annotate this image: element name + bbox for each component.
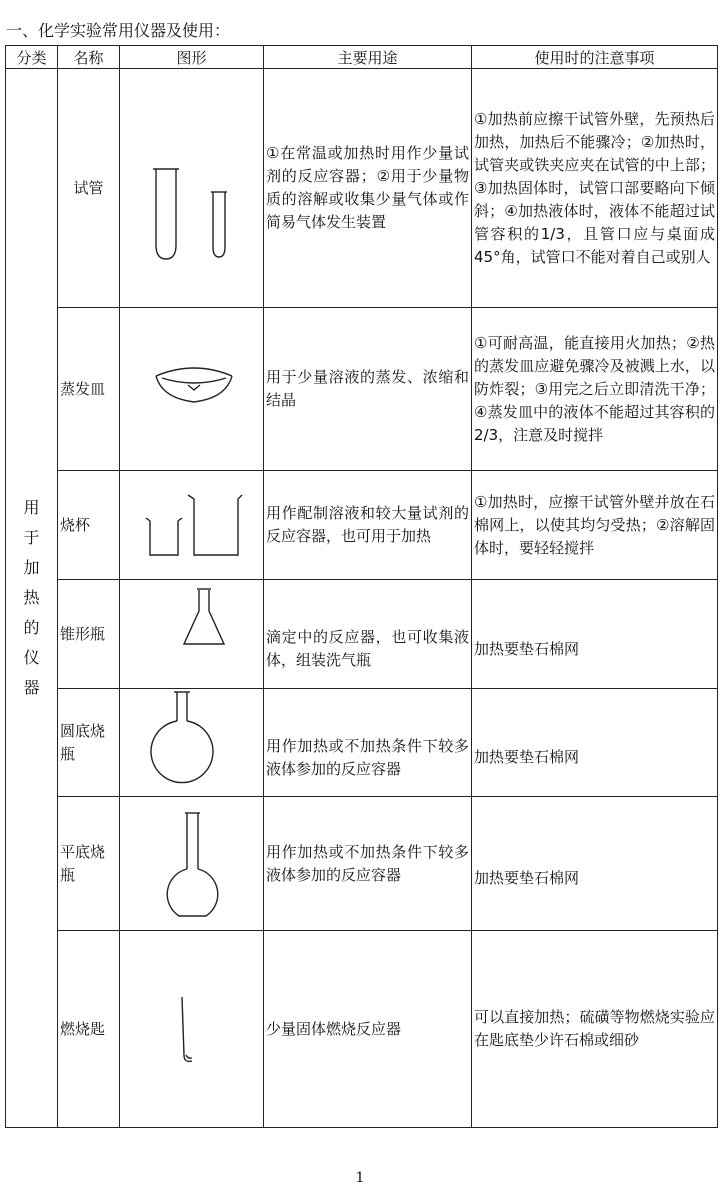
use-cell: 用作配制溶液和较大量试剂的反应容器，也可用于加热 <box>264 471 472 580</box>
use-cell: 用作加热或不加热条件下较多液体参加的反应容器 <box>264 797 472 931</box>
instrument-name: 锥形瓶 <box>58 580 120 689</box>
use-cell: ①在常温或加热时用作少量试剂的反应容器；②用于少量物质的溶解或收集少量气体或作简易气体发生装置 <box>264 69 472 308</box>
instrument-name: 平底烧瓶 <box>58 797 120 931</box>
instrument-name: 圆底烧瓶 <box>58 689 120 797</box>
figure-cell <box>120 308 264 471</box>
table-row <box>6 471 718 580</box>
page-number: 1 <box>355 1170 365 1186</box>
test-tube-icon <box>122 69 266 307</box>
combustion-spoon-icon <box>122 931 266 1127</box>
use-cell: 滴定中的反应器，也可收集液体，组装洗气瓶 <box>264 580 472 689</box>
table-row <box>6 69 718 308</box>
figure-cell <box>120 69 264 308</box>
round-bottom-flask-icon <box>122 689 266 796</box>
figure-cell <box>120 471 264 580</box>
beaker-icon <box>122 471 266 579</box>
use-cell: 用作加热或不加热条件下较多液体参加的反应容器 <box>264 689 472 797</box>
conical-flask-icon <box>122 580 266 688</box>
header-notes: 使用时的注意事项 <box>472 46 718 69</box>
header-category: 分类 <box>6 46 58 69</box>
notes-cell: ①加热时，应擦干试管外壁并放在石棉网上，以使其均匀受热；②溶解固体时，要轻轻搅拌 <box>472 471 718 580</box>
notes-cell: 可以直接加热；硫磺等物燃烧实验应在匙底垫少许石棉或细砂 <box>472 931 718 1128</box>
table-row <box>6 689 718 797</box>
instrument-name: 烧杯 <box>58 471 120 580</box>
figure-cell <box>120 931 264 1128</box>
notes-cell: ①可耐高温，能直接用火加热；②热的蒸发皿应避免骤冷及被溅上水，以防炸裂；③用完之后立即清洗干净；④蒸发皿中的液体不能超过其容积的2/3，注意及时搅拌 <box>472 308 718 471</box>
notes-cell: ①加热前应擦干试管外壁，先预热后加热，加热后不能骤冷；②加热时，试管夹或铁夹应夹在试管的中上部；③加热固体时，试管口部要略向下倾斜；④加热液体时，液体不能超过试管容积的1/3，且管口应与桌面成45°角，试管口不能对着自己或别人 <box>472 69 718 308</box>
header-use: 主要用途 <box>264 46 472 69</box>
figure-cell <box>120 797 264 931</box>
figure-cell <box>120 580 264 689</box>
header-figure: 图形 <box>120 46 264 69</box>
use-cell: 少量固体燃烧反应器 <box>264 931 472 1128</box>
instrument-name: 试管 <box>58 69 120 308</box>
category-label: 用于加热的仪器 <box>23 498 40 697</box>
table-row <box>6 580 718 689</box>
table-row <box>6 797 718 931</box>
instrument-name: 燃烧匙 <box>58 931 120 1128</box>
section-heading: 一、化学实验常用仪器及使用： <box>6 21 231 40</box>
table-header-row <box>6 46 718 69</box>
instrument-table <box>5 45 718 1128</box>
header-name: 名称 <box>58 46 120 69</box>
figure-cell <box>120 689 264 797</box>
table-row <box>6 308 718 471</box>
table-row <box>6 931 718 1128</box>
category-cell <box>6 69 58 1128</box>
flat-bottom-flask-icon <box>122 797 266 930</box>
notes-cell: 加热要垫石棉网 <box>472 797 718 931</box>
instrument-name: 蒸发皿 <box>58 308 120 471</box>
notes-cell: 加热要垫石棉网 <box>472 580 718 689</box>
notes-cell: 加热要垫石棉网 <box>472 689 718 797</box>
evaporating-dish-icon <box>122 308 266 470</box>
use-cell: 用于少量溶液的蒸发、浓缩和结晶 <box>264 308 472 471</box>
